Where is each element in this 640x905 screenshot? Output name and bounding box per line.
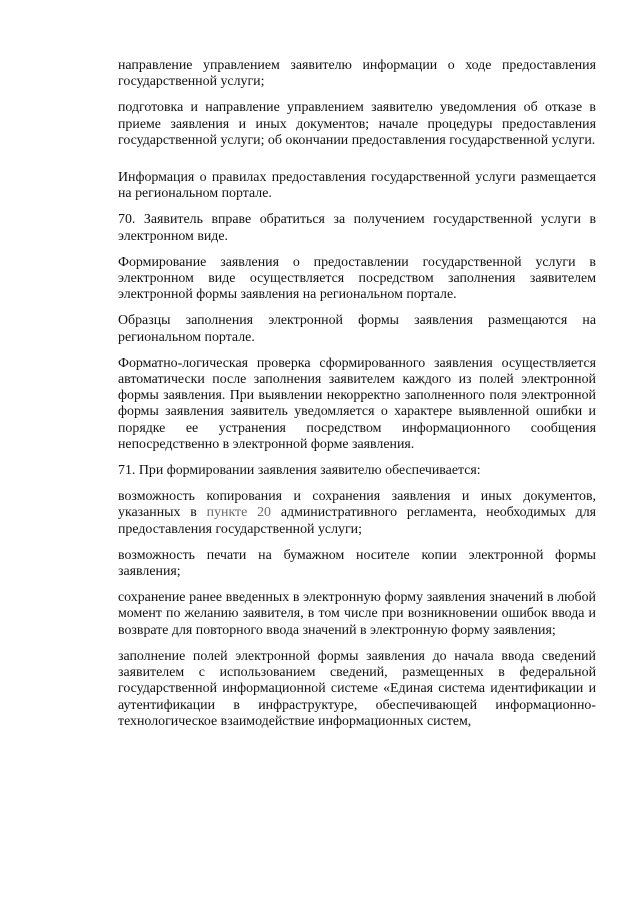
paragraph-form-creation: Формирование заявления о предоставлении государственной услуги в электронном виде осуществляется посредством заполнения заявителем электронной формы заявления на региональном портале. bbox=[118, 254, 596, 303]
paragraph-info-progress: направление управлением заявителю информации о ходе предоставления государственной услуги; bbox=[118, 58, 596, 90]
paragraph-notification: подготовка и направление управлением заявителю уведомления об отказе в приеме заявления и иных документов; начале процедуры предоставления государственной услуги; об окончании предоставления государственной услуги. bbox=[118, 100, 596, 148]
paragraph-autofill: заполнение полей электронной формы заявления до начала ввода сведений заявителем с использованием сведений, размещенных в федеральной государственной информационной системе «Единая система идентификации и аутентификации в инфраструктуре, обеспечивающей информационно-технологическое взаимодействие информационных систем, bbox=[118, 648, 596, 729]
document-page bbox=[118, 58, 596, 730]
link-item-20[interactable]: пункте 20 bbox=[206, 505, 272, 521]
paragraph-info-rules: Информация о правилах предоставления государственной услуги размещается на региональном портале. bbox=[118, 170, 596, 202]
paragraph-format-check: Форматно-логическая проверка сформированного заявления осуществляется автоматически после заполнения заявителем каждого из полей электронной формы заявления. При выявлении некорректно заполненного поля электронной формы заявления заявитель уведомляется о характере выявленной ошибки и порядке ее устранения посредством информационного сообщения непосредственно в электронной форме заявления. bbox=[118, 355, 596, 452]
paragraph-save-values: сохранение ранее введенных в электронную форму заявления значений в любой момент по желанию заявителя, в том числе при возникновении ошибок ввода и возврате для повторного ввода значений в электронную форму заявления; bbox=[118, 590, 596, 638]
paragraph-copy-save bbox=[118, 489, 596, 538]
paragraph-item-70: 70. Заявитель вправе обратиться за получением государственной услуги в электронном виде. bbox=[118, 212, 596, 244]
copy-save-text-after: административного регламента, необходимых для предоставления государственной услуги; bbox=[118, 505, 597, 537]
paragraph-form-samples: Образцы заполнения электронной формы заявления размещаются на региональном портале. bbox=[118, 313, 596, 345]
copy-save-text-before: возможность копирования и сохранения заявления и иных документов, указанных в bbox=[118, 489, 596, 521]
paragraph-print: возможность печати на бумажном носителе копии электронной формы заявления; bbox=[118, 547, 596, 580]
paragraph-item-71: 71. При формировании заявления заявителю обеспечивается: bbox=[118, 463, 481, 479]
